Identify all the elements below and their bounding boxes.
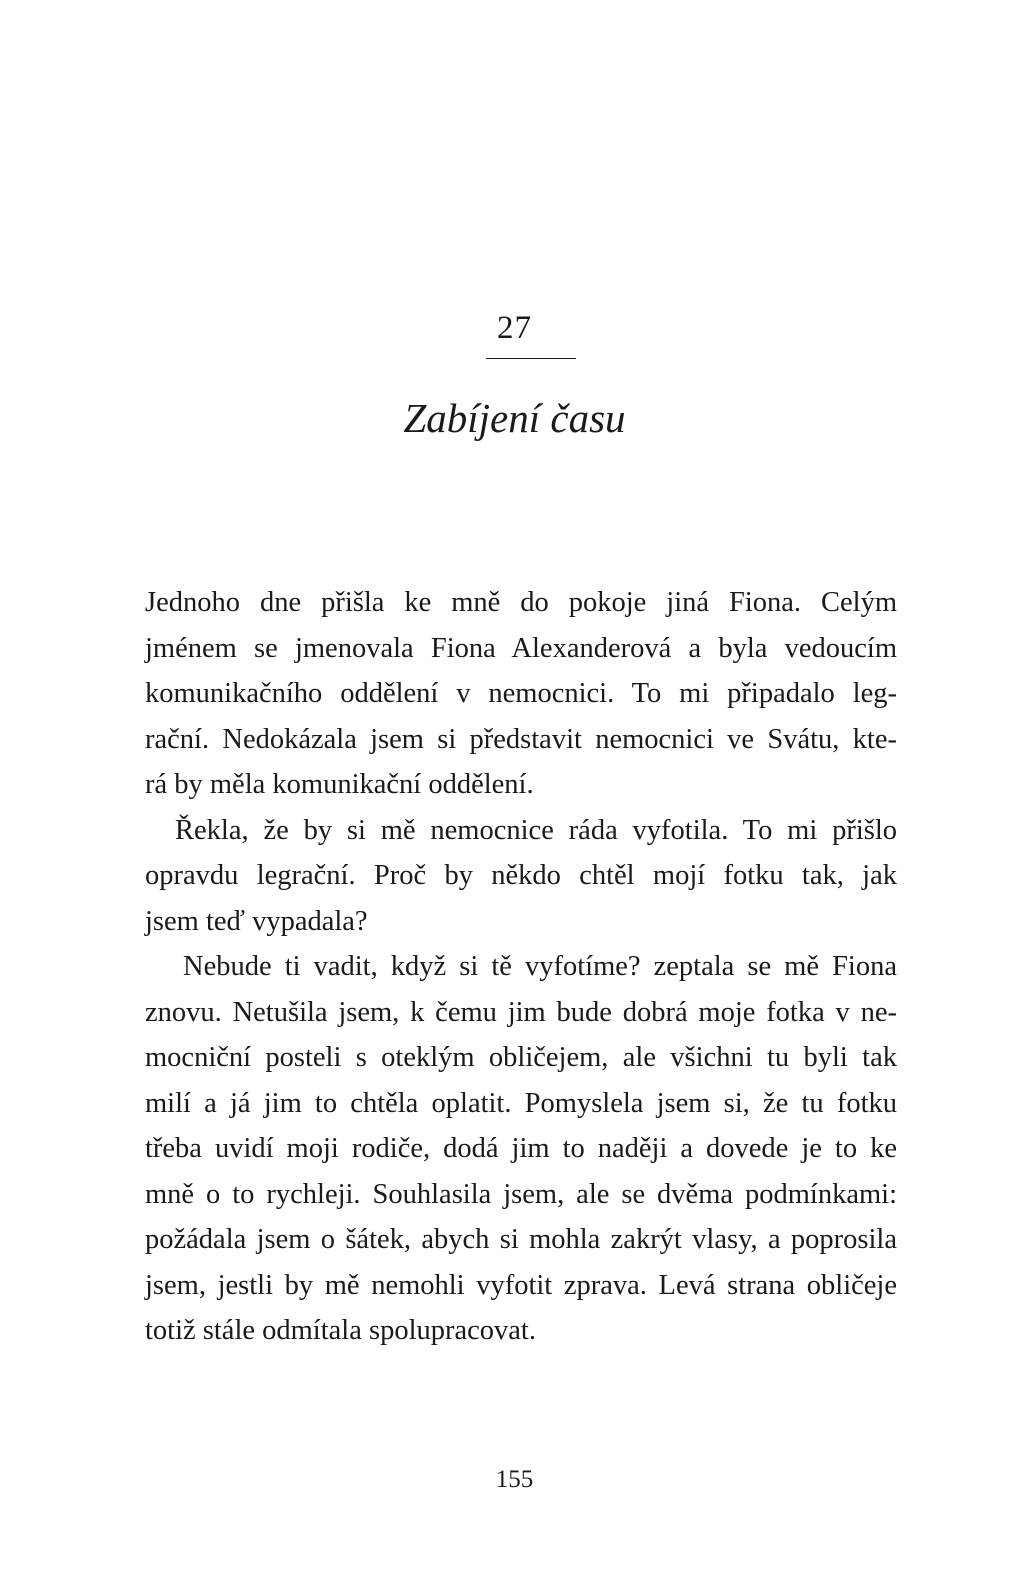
text-line: Jednoho dne přišla ke mně do pokoje jiná Fiona. Celým: [145, 587, 897, 618]
text-line: požádala jsem o šátek, abych si mohla zakrýt vlasy, a poprosila: [145, 1224, 897, 1255]
text-line: opravdu legrační. Proč by někdo chtěl mojí fotku tak, jak: [145, 860, 897, 891]
text-line: mně o to rychleji. Souhlasila jsem, ale se dvěma podmínkami:: [145, 1178, 897, 1210]
text-line: Nebude ti vadit, když si tě vyfotíme? zeptala se mě Fiona: [183, 951, 897, 982]
text-line: třeba uvidí moji rodiče, dodá jim to naději a dovede je to ke: [145, 1133, 897, 1164]
text-line: jsem, jestli by mě nemohli vyfotit zprava. Levá strana obličeje: [145, 1269, 897, 1301]
chapter-number: 27: [497, 310, 532, 346]
chapter-divider: [486, 358, 576, 359]
text-line: jsem teď vypadala?: [145, 905, 368, 937]
text-line: totiž stále odmítala spolupracovat.: [145, 1315, 536, 1346]
text-line: milí a já jim to chtěla oplatit. Pomyslela jsem si, že tu fotku: [145, 1087, 897, 1119]
text-line: znovu. Netušila jsem, k čemu jim bude dobrá moje fotka v ne-: [145, 996, 897, 1028]
text-line: rá by měla komunikační oddělení.: [145, 769, 534, 800]
text-line: mocniční posteli s oteklým obličejem, ale všichni tu byli tak: [145, 1042, 897, 1073]
text-line: rační. Nedokázala jsem si představit nemocnici ve Svátu, kte-: [145, 723, 897, 755]
chapter-title: Zabíjení času: [403, 395, 626, 441]
body-text: [145, 580, 897, 1354]
text-line: komunikačního oddělení v nemocnici. To mi připadalo leg-: [145, 678, 897, 709]
text-line: jménem se jmenovala Fiona Alexanderová a byla vedoucím: [145, 632, 897, 664]
page-number: 155: [495, 1466, 534, 1493]
text-line: Řekla, že by si mě nemocnice ráda vyfotila. To mi přišlo: [175, 814, 897, 846]
